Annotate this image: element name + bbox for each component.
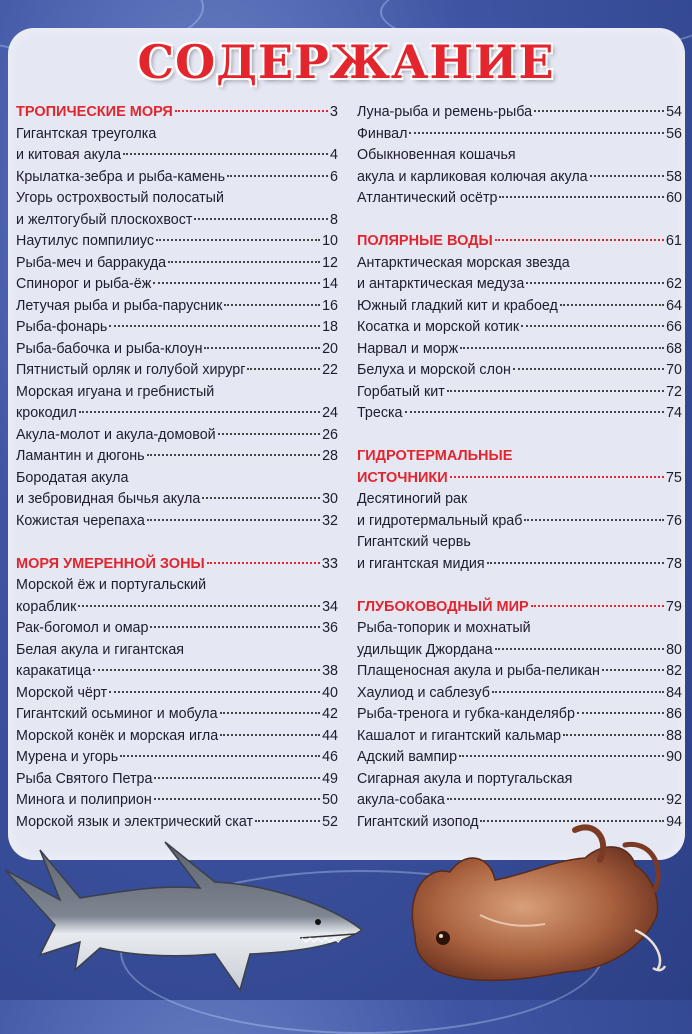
dot-leader (153, 282, 320, 284)
toc-entry[interactable] (16, 210, 338, 232)
page-number: 56 (666, 125, 682, 142)
toc-entry[interactable] (357, 489, 682, 511)
entry-title: Морская игуана и гребнистый (16, 383, 215, 400)
dot-leader (447, 798, 664, 800)
page-number: 84 (666, 684, 682, 701)
toc-entry[interactable] (357, 102, 682, 124)
toc-entry[interactable] (357, 124, 682, 146)
toc-entry[interactable] (357, 554, 682, 576)
page-number: 61 (665, 233, 682, 249)
entry-title: Белуха и морской слон (357, 362, 511, 378)
dot-leader (447, 390, 664, 392)
entry-title: Рыба-фонарь (16, 319, 108, 335)
page-number: 46 (322, 749, 338, 765)
dot-leader (459, 755, 664, 757)
section-title: МОРЯ УМЕРЕННОЙ ЗОНЫ (16, 555, 205, 572)
toc-entry[interactable] (16, 489, 338, 511)
toc-entry[interactable] (357, 253, 682, 275)
dot-leader (156, 239, 320, 241)
toc-entry[interactable] (357, 661, 682, 683)
section-title: ГЛУБОКОВОДНЫЙ МИР (357, 598, 529, 615)
entry-title: Угорь острохвостый полосатый (16, 190, 224, 206)
entry-title: Рыба Святого Петра (16, 770, 153, 787)
page-number: 12 (322, 254, 338, 271)
toc-entry[interactable] (357, 532, 682, 554)
dot-leader (175, 110, 328, 112)
entry-title: крокодил (16, 405, 77, 421)
page-number: 80 (666, 641, 682, 658)
page-number: 86 (666, 706, 682, 722)
page-number: 66 (666, 319, 682, 335)
entry-title: Нарвал и морж (357, 340, 459, 357)
section-title: ИСТОЧНИКИ (357, 469, 448, 486)
page-number: 52 (322, 813, 338, 830)
dot-leader (120, 755, 320, 757)
entry-title: Рыба-меч и барракуда (16, 254, 167, 271)
toc-entry[interactable] (357, 683, 682, 705)
dot-leader (492, 691, 664, 693)
toc-entry[interactable] (16, 167, 338, 189)
page-number: 36 (322, 620, 338, 636)
dot-leader (495, 648, 664, 650)
toc-entry[interactable] (16, 188, 338, 210)
toc-entry[interactable] (16, 683, 338, 705)
toc-entry[interactable] (357, 296, 682, 318)
toc-entry[interactable] (16, 769, 338, 791)
toc-entry[interactable] (16, 661, 338, 683)
toc-entry[interactable] (16, 468, 338, 490)
entry-title: Минога и полиприон (16, 792, 152, 808)
entry-title: Рыба-бабочка и рыба-клоун (16, 340, 203, 357)
toc-entry[interactable] (357, 790, 682, 812)
toc-entry[interactable] (16, 124, 338, 146)
entry-title: и антарктическая медуза (357, 276, 525, 292)
dot-leader (513, 368, 664, 370)
entry-title: Кашалот и гигантский кальмар (357, 727, 562, 744)
entry-title: Пятнистый орляк и голубой хирург (16, 362, 246, 378)
dot-leader (405, 411, 665, 413)
toc-right-column (357, 102, 682, 833)
page-number: 50 (322, 792, 338, 808)
toc-entry[interactable] (16, 425, 338, 447)
entry-title: Рак-богомол и омар (16, 620, 149, 636)
toc-entry[interactable] (357, 704, 682, 726)
section-title: ГИДРОТЕРМАЛЬНЫЕ (357, 448, 513, 464)
page-number: 26 (322, 426, 338, 443)
dot-leader (577, 712, 664, 714)
page-number: 82 (666, 663, 682, 679)
toc-entry[interactable] (16, 403, 338, 425)
section-spacer (16, 532, 338, 554)
dot-leader (218, 433, 320, 435)
page-number: 75 (665, 469, 682, 486)
entry-title: Атлантический осётр (357, 190, 498, 206)
toc-entry[interactable] (16, 704, 338, 726)
toc-entry[interactable] (357, 188, 682, 210)
entry-title: Луна-рыба и ремень-рыба (357, 104, 533, 120)
page-number: 58 (666, 168, 682, 185)
page-number: 32 (322, 512, 338, 529)
entry-title: Треска (357, 405, 403, 421)
page-number: 94 (666, 813, 682, 830)
page-number: 74 (666, 405, 682, 421)
dot-leader (150, 626, 320, 628)
entry-title: Ламантин и дюгонь (16, 448, 145, 464)
entry-title: Финвал (357, 125, 408, 142)
toc-entry[interactable] (357, 339, 682, 361)
toc-entry[interactable] (16, 274, 338, 296)
entry-title: Гигантский изопод (357, 813, 479, 830)
dot-leader (495, 239, 664, 241)
toc-entry[interactable] (16, 618, 338, 640)
dot-leader (227, 175, 328, 177)
entry-title: Горбатый кит (357, 383, 445, 400)
toc-entry[interactable] (357, 769, 682, 791)
dot-leader (204, 347, 320, 349)
entry-title: акула-собака (357, 792, 445, 808)
toc-entry[interactable] (16, 790, 338, 812)
entry-title: Сигарная акула и португальская (357, 770, 573, 787)
dot-leader (521, 325, 664, 327)
toc-entry[interactable] (357, 145, 682, 167)
dot-leader (202, 497, 320, 499)
page-number: 72 (666, 383, 682, 400)
toc-entry[interactable] (16, 640, 338, 662)
toc-entry[interactable] (16, 296, 338, 318)
toc-section-heading[interactable] (357, 597, 682, 619)
dot-leader (109, 691, 320, 693)
dot-leader (560, 304, 664, 306)
toc-entry[interactable] (16, 317, 338, 339)
toc-section-heading[interactable] (357, 231, 682, 253)
entry-title: Летучая рыба и рыба-парусник (16, 297, 223, 314)
section-title: ТРОПИЧЕСКИЕ МОРЯ (16, 104, 173, 120)
entry-title: Морской конёк и морская игла (16, 727, 219, 744)
dot-leader (224, 304, 320, 306)
dot-leader (79, 411, 320, 413)
toc-section-heading[interactable] (357, 446, 682, 468)
entry-title: Косатка и морской котик (357, 319, 520, 335)
dot-leader (220, 712, 321, 714)
dot-leader (154, 798, 320, 800)
entry-title: Хаулиод и саблезуб (357, 684, 490, 701)
toc-entry[interactable] (357, 360, 682, 382)
toc-entry[interactable] (16, 360, 338, 382)
toc-entry[interactable] (357, 167, 682, 189)
entry-title: Гигантская треуголка (16, 125, 157, 142)
dot-leader (194, 218, 328, 220)
dot-leader (531, 605, 664, 607)
entry-title: Плащеносная акула и рыба-пеликан (357, 663, 600, 679)
page-number: 92 (666, 792, 682, 808)
dot-leader (109, 325, 320, 327)
dot-leader (147, 519, 320, 521)
entry-title: и китовая акула (16, 147, 122, 163)
entry-title: Морской язык и электрический скат (16, 813, 254, 830)
entry-title: и зебровидная бычья акула (16, 491, 201, 507)
entry-title: Рыба-топорик и мохнатый (357, 620, 531, 636)
toc-entry[interactable] (16, 726, 338, 748)
toc-entry[interactable] (357, 726, 682, 748)
section-title: ПОЛЯРНЫЕ ВОДЫ (357, 233, 493, 249)
toc-entry[interactable] (16, 747, 338, 769)
dot-leader (247, 368, 320, 370)
entry-title: Десятиногий рак (357, 491, 468, 507)
dot-leader (154, 777, 320, 779)
entry-title: Морской чёрт (16, 684, 108, 701)
dot-leader (563, 734, 664, 736)
page-number: 70 (666, 362, 682, 378)
toc-section-heading[interactable] (16, 102, 338, 124)
toc-section-heading[interactable] (357, 468, 682, 490)
page-number: 49 (322, 770, 338, 787)
toc-entry[interactable] (16, 339, 338, 361)
page-title: СОДЕРЖАНИЕ (137, 35, 555, 89)
toc-entry[interactable] (357, 640, 682, 662)
page-number: 79 (665, 598, 682, 615)
page-number: 76 (666, 512, 682, 529)
dot-leader (409, 132, 664, 134)
dot-leader (220, 734, 320, 736)
page-number: 6 (330, 168, 338, 185)
page-number: 22 (322, 362, 338, 378)
toc-entry[interactable] (16, 231, 338, 253)
toc-entry[interactable] (357, 382, 682, 404)
entry-title: Адский вампир (357, 749, 458, 765)
toc-left-column (16, 102, 338, 833)
page-number: 20 (322, 340, 338, 357)
page-number: 34 (322, 598, 338, 615)
toc-entry[interactable] (357, 274, 682, 296)
toc-entry[interactable] (16, 382, 338, 404)
section-spacer (357, 210, 682, 232)
page-number: 3 (329, 104, 338, 120)
dot-leader (526, 282, 664, 284)
entry-title: Рыба-тренога и губка-канделябр (357, 706, 575, 722)
dot-leader (123, 153, 328, 155)
page-number: 62 (666, 276, 682, 292)
page-number: 33 (321, 555, 338, 572)
dot-leader (450, 476, 664, 478)
entry-title: удильщик Джордана (357, 641, 493, 658)
page-number: 64 (666, 297, 682, 314)
dumbo-octopus-illustration (395, 820, 685, 1000)
entry-title: и желтогубый плоскохвост (16, 211, 193, 228)
toc-entry[interactable] (16, 145, 338, 167)
entry-title: акула и карликовая колючая акула (357, 168, 588, 185)
dot-leader (499, 196, 664, 198)
page-number: 54 (666, 104, 682, 120)
entry-title: каракатица (16, 663, 92, 679)
page-number: 44 (322, 727, 338, 744)
entry-title: Кожистая черепаха (16, 512, 145, 529)
dot-leader (78, 605, 320, 607)
entry-title: Мурена и угорь (16, 749, 119, 765)
page-number: 18 (322, 319, 338, 335)
entry-title: Наутилус помпилиус (16, 233, 154, 249)
page-number: 68 (666, 340, 682, 357)
entry-title: Антарктическая морская звезда (357, 254, 570, 271)
toc-entry[interactable] (357, 618, 682, 640)
dot-leader (147, 454, 320, 456)
entry-title: кораблик (16, 598, 77, 615)
entry-title: Белая акула и гигантская (16, 641, 185, 658)
shark-illustration (0, 830, 380, 1000)
toc-entry[interactable] (16, 511, 338, 533)
section-spacer (357, 575, 682, 597)
toc-entry[interactable] (16, 446, 338, 468)
page-number: 28 (322, 448, 338, 464)
dot-leader (207, 562, 320, 564)
toc-entry[interactable] (16, 253, 338, 275)
dot-leader (93, 669, 320, 671)
toc-entry[interactable] (357, 317, 682, 339)
entry-title: Обыкновенная кошачья (357, 147, 516, 163)
dot-leader (590, 175, 664, 177)
toc-section-heading[interactable] (16, 554, 338, 576)
entry-title: Южный гладкий кит и крабоед (357, 297, 558, 314)
dot-leader (602, 669, 664, 671)
toc-entry[interactable] (16, 597, 338, 619)
toc-entry[interactable] (357, 511, 682, 533)
dot-leader (168, 261, 320, 263)
dot-leader (524, 519, 664, 521)
entry-title: Бородатая акула (16, 469, 129, 486)
page-number: 60 (666, 190, 682, 206)
section-spacer (357, 425, 682, 447)
entry-title: Акула-молот и акула-домовой (16, 426, 216, 443)
toc-entry[interactable] (357, 747, 682, 769)
page-number: 30 (322, 491, 338, 507)
page-number: 42 (322, 706, 338, 722)
dot-leader (255, 820, 320, 822)
entry-title: Спинорог и рыба-ёж (16, 276, 152, 292)
page-number: 24 (322, 405, 338, 421)
toc-entry[interactable] (16, 575, 338, 597)
entry-title: и гидротермальный краб (357, 512, 523, 529)
page-number: 10 (322, 233, 338, 249)
entry-title: и гигантская мидия (357, 555, 485, 572)
page-number: 90 (666, 749, 682, 765)
entry-title: Гигантский червь (357, 534, 471, 550)
dot-leader (460, 347, 664, 349)
dot-leader (487, 562, 665, 564)
page-number: 16 (322, 297, 338, 314)
page-number: 8 (330, 211, 338, 228)
toc-entry[interactable] (357, 403, 682, 425)
entry-title: Крылатка-зебра и рыба-камень (16, 168, 226, 185)
page-number: 4 (330, 147, 338, 163)
page-number: 78 (666, 555, 682, 572)
dot-leader (534, 110, 664, 112)
entry-title: Морской ёж и португальский (16, 577, 207, 593)
page-number: 14 (322, 276, 338, 292)
page-number: 88 (666, 727, 682, 744)
entry-title: Гигантский осьминог и мобула (16, 706, 218, 722)
page-number: 38 (322, 663, 338, 679)
page-number: 40 (322, 684, 338, 701)
